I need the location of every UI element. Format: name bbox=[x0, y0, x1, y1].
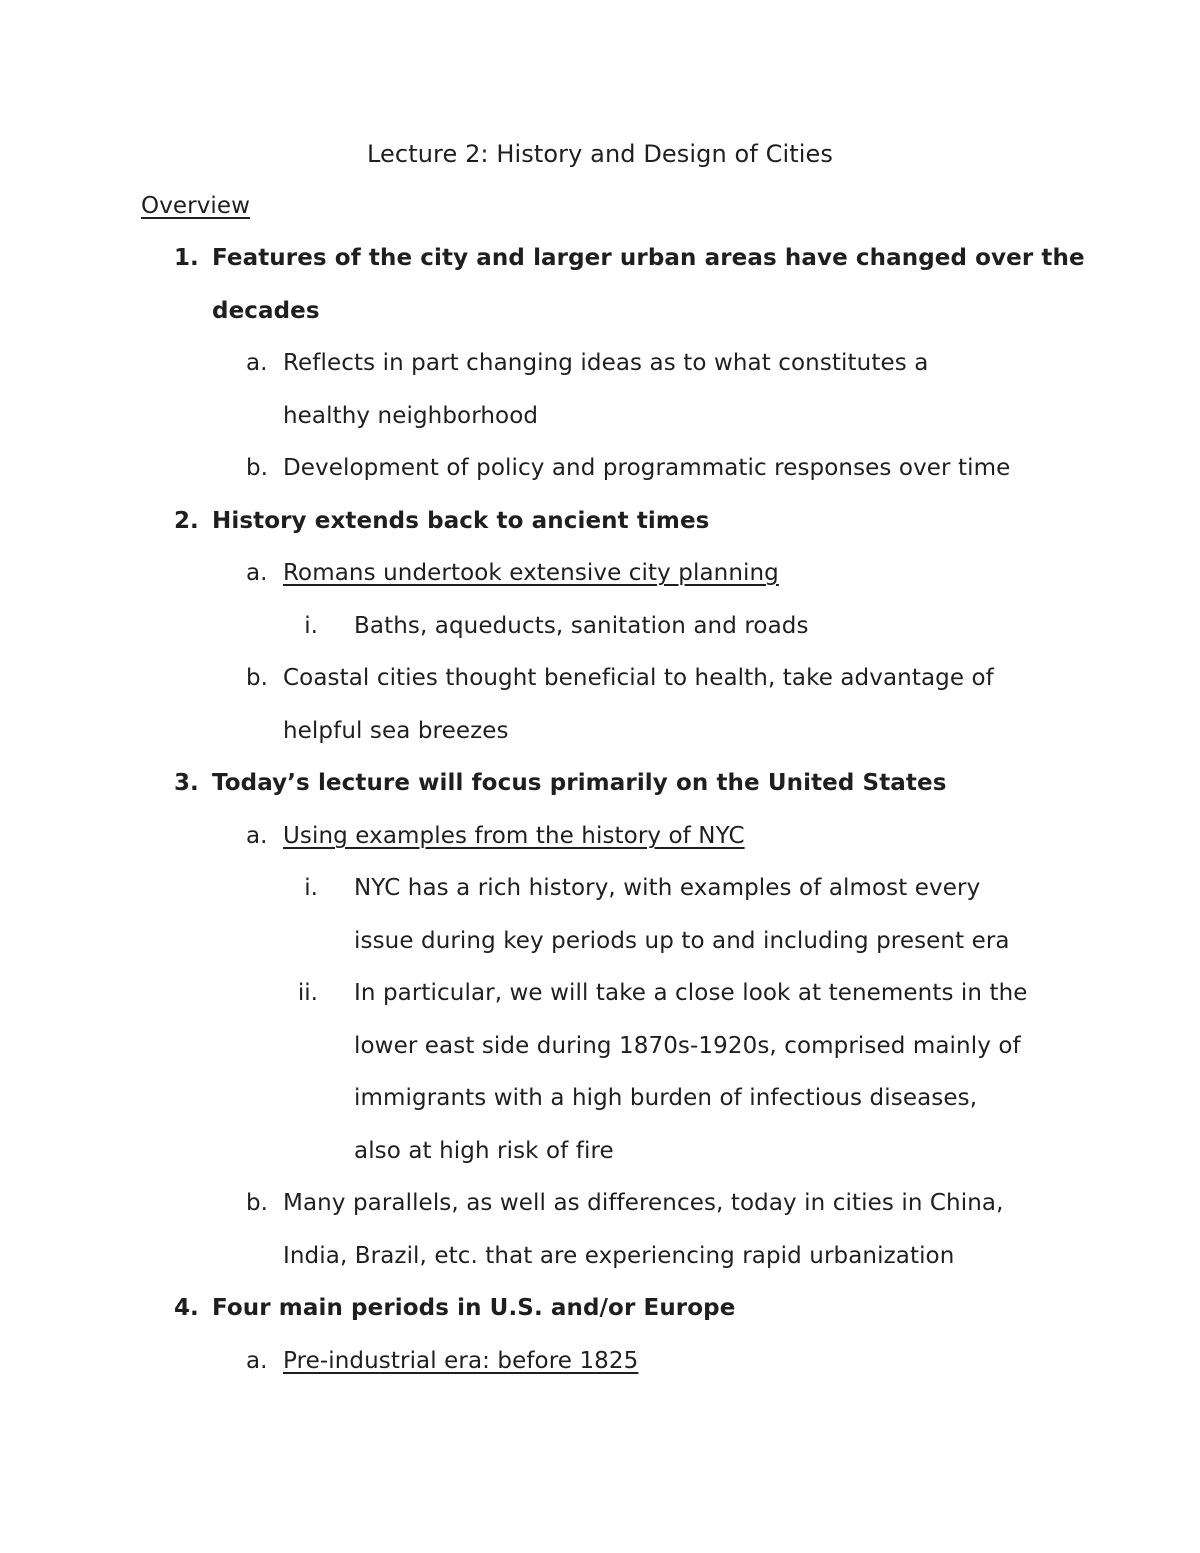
list-marker: 1. bbox=[174, 245, 199, 271]
list-item-text: helpful sea breezes bbox=[283, 718, 509, 744]
list-item-text: Baths, aqueducts, sanitation and roads bbox=[354, 613, 809, 639]
section-heading-overview: Overview bbox=[141, 193, 251, 219]
list-item-text: also at high risk of fire bbox=[354, 1138, 614, 1164]
list-item-text: In particular, we will take a close look at tenements in the bbox=[354, 980, 1028, 1006]
list-item-text: Coastal cities thought beneficial to health, take advantage of bbox=[283, 665, 994, 691]
list-marker: b. bbox=[246, 1190, 268, 1216]
list-item-text: Reflects in part changing ideas as to what constitutes a bbox=[283, 350, 929, 376]
list-marker: 4. bbox=[174, 1295, 199, 1321]
list-item-text: India, Brazil, etc. that are experiencing rapid urbanization bbox=[283, 1243, 955, 1269]
list-marker: a. bbox=[246, 823, 268, 849]
list-item-text: Today’s lecture will focus primarily on the United States bbox=[212, 770, 947, 796]
list-item-text: Many parallels, as well as differences, today in cities in China, bbox=[283, 1190, 1004, 1216]
list-marker: a. bbox=[246, 1348, 268, 1374]
list-item-text: Development of policy and programmatic responses over time bbox=[283, 455, 1011, 481]
list-item-text: immigrants with a high burden of infectious diseases, bbox=[354, 1085, 978, 1111]
list-item-text: healthy neighborhood bbox=[283, 403, 539, 429]
list-item-text: History extends back to ancient times bbox=[212, 508, 710, 534]
list-item-text: issue during key periods up to and including present era bbox=[354, 928, 1010, 954]
list-marker: a. bbox=[246, 350, 268, 376]
list-marker: ii. bbox=[297, 980, 318, 1006]
list-marker: i. bbox=[304, 875, 318, 901]
list-marker: 3. bbox=[174, 770, 199, 796]
list-marker: a. bbox=[246, 560, 268, 586]
list-item-text: Romans undertook extensive city planning bbox=[283, 560, 779, 586]
list-item-text: Four main periods in U.S. and/or Europe bbox=[212, 1295, 736, 1321]
list-marker: i. bbox=[304, 613, 318, 639]
list-marker: b. bbox=[246, 665, 268, 691]
list-item-text: Features of the city and larger urban areas have changed over the bbox=[212, 245, 1085, 271]
list-marker: b. bbox=[246, 455, 268, 481]
list-item-text: Using examples from the history of NYC bbox=[283, 823, 745, 849]
document-title: Lecture 2: History and Design of Cities bbox=[367, 140, 833, 168]
list-item-text: lower east side during 1870s-1920s, comprised mainly of bbox=[354, 1033, 1021, 1059]
list-marker: 2. bbox=[174, 508, 199, 534]
list-item-text: Pre-industrial era: before 1825 bbox=[283, 1348, 639, 1374]
list-item-text: NYC has a rich history, with examples of almost every bbox=[354, 875, 981, 901]
list-item-text: decades bbox=[212, 298, 320, 324]
